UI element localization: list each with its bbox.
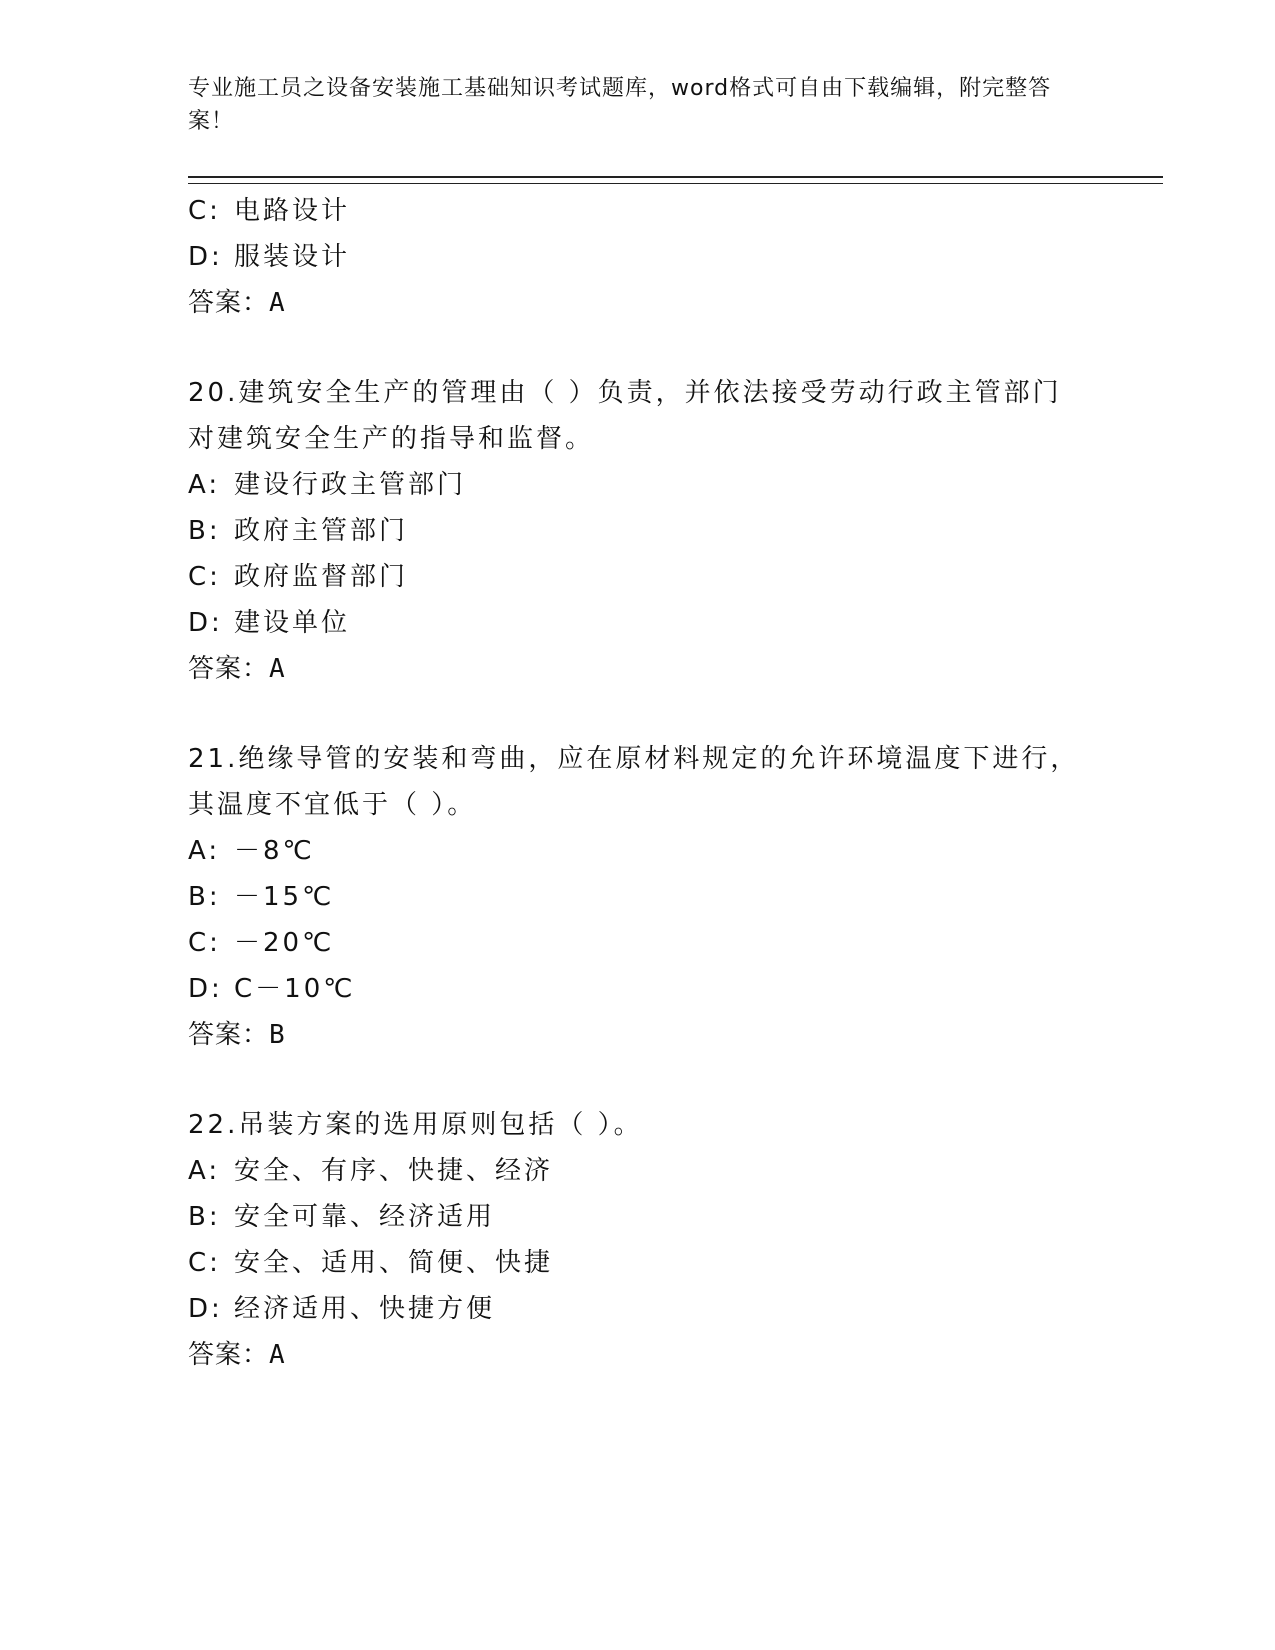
option-letter: C: [188, 928, 221, 958]
header-divider [188, 176, 1163, 184]
answer-value: A [269, 654, 286, 684]
option-text: －20℃ [234, 928, 335, 958]
answer-value: A [269, 1340, 286, 1370]
option-a [188, 828, 1088, 874]
option-text: 服装设计 [234, 242, 351, 272]
option-text: －8℃ [234, 836, 315, 866]
option-b [188, 1194, 1088, 1240]
option-text: 经济适用、快捷方便 [234, 1294, 496, 1324]
header-title: 专业施工员之设备安装施工基础知识考试题库，word格式可自由下载编辑，附完整答案！ [188, 76, 1052, 134]
option-letter: A: [188, 836, 221, 866]
question-text: 21.绝缘导管的安装和弯曲，应在原材料规定的允许环境温度下进行，其温度不宜低于（ ）。 [188, 744, 1080, 820]
option-c [188, 1240, 1088, 1286]
option-text: －15℃ [234, 882, 335, 912]
answer-line [188, 1012, 1088, 1058]
option-letter: B: [188, 516, 221, 546]
answer-line [188, 280, 1088, 326]
option-letter: D: [188, 242, 223, 272]
option-c [188, 188, 1088, 234]
answer-line [188, 646, 1088, 692]
option-b [188, 508, 1088, 554]
carryover-question [188, 188, 1088, 326]
answer-label: 答案： [188, 1340, 270, 1370]
option-letter: A: [188, 470, 221, 500]
answer-value: B [269, 1020, 286, 1050]
option-text: 政府主管部门 [234, 516, 409, 546]
option-letter: B: [188, 882, 221, 912]
option-text: 建设行政主管部门 [234, 470, 467, 500]
answer-label: 答案： [188, 288, 270, 318]
question-text: 20.建筑安全生产的管理由（ ）负责，并依法接受劳动行政主管部门对建筑安全生产的指导和监督。 [188, 378, 1062, 454]
option-text: C－10℃ [234, 974, 356, 1004]
option-letter: B: [188, 1202, 221, 1232]
option-text: 安全可靠、经济适用 [234, 1202, 496, 1232]
option-d [188, 1286, 1088, 1332]
option-b [188, 874, 1088, 920]
option-a [188, 1148, 1088, 1194]
option-text: 电路设计 [234, 196, 351, 226]
option-text: 政府监督部门 [234, 562, 409, 592]
option-letter: D: [188, 608, 223, 638]
answer-label: 答案： [188, 1020, 270, 1050]
answer-label: 答案： [188, 654, 270, 684]
option-d [188, 600, 1088, 646]
answer-line [188, 1332, 1088, 1378]
option-text: 建设单位 [234, 608, 351, 638]
option-c [188, 920, 1088, 966]
document-body [188, 188, 1088, 1378]
option-text: 安全、有序、快捷、经济 [234, 1156, 554, 1186]
option-letter: A: [188, 1156, 221, 1186]
option-letter: C: [188, 562, 221, 592]
option-text: 安全、适用、简便、快捷 [234, 1248, 554, 1278]
option-letter: D: [188, 1294, 223, 1324]
page-header [188, 72, 1088, 138]
option-c [188, 554, 1088, 600]
question-text: 22.吊装方案的选用原则包括（ ）。 [188, 1110, 643, 1140]
option-letter: C: [188, 196, 221, 226]
question-20 [188, 370, 1088, 692]
option-d [188, 966, 1088, 1012]
question-22 [188, 1102, 1088, 1378]
option-d [188, 234, 1088, 280]
option-letter: C: [188, 1248, 221, 1278]
option-letter: D: [188, 974, 223, 1004]
question-21 [188, 736, 1088, 1058]
answer-value: A [269, 288, 286, 318]
option-a [188, 462, 1088, 508]
